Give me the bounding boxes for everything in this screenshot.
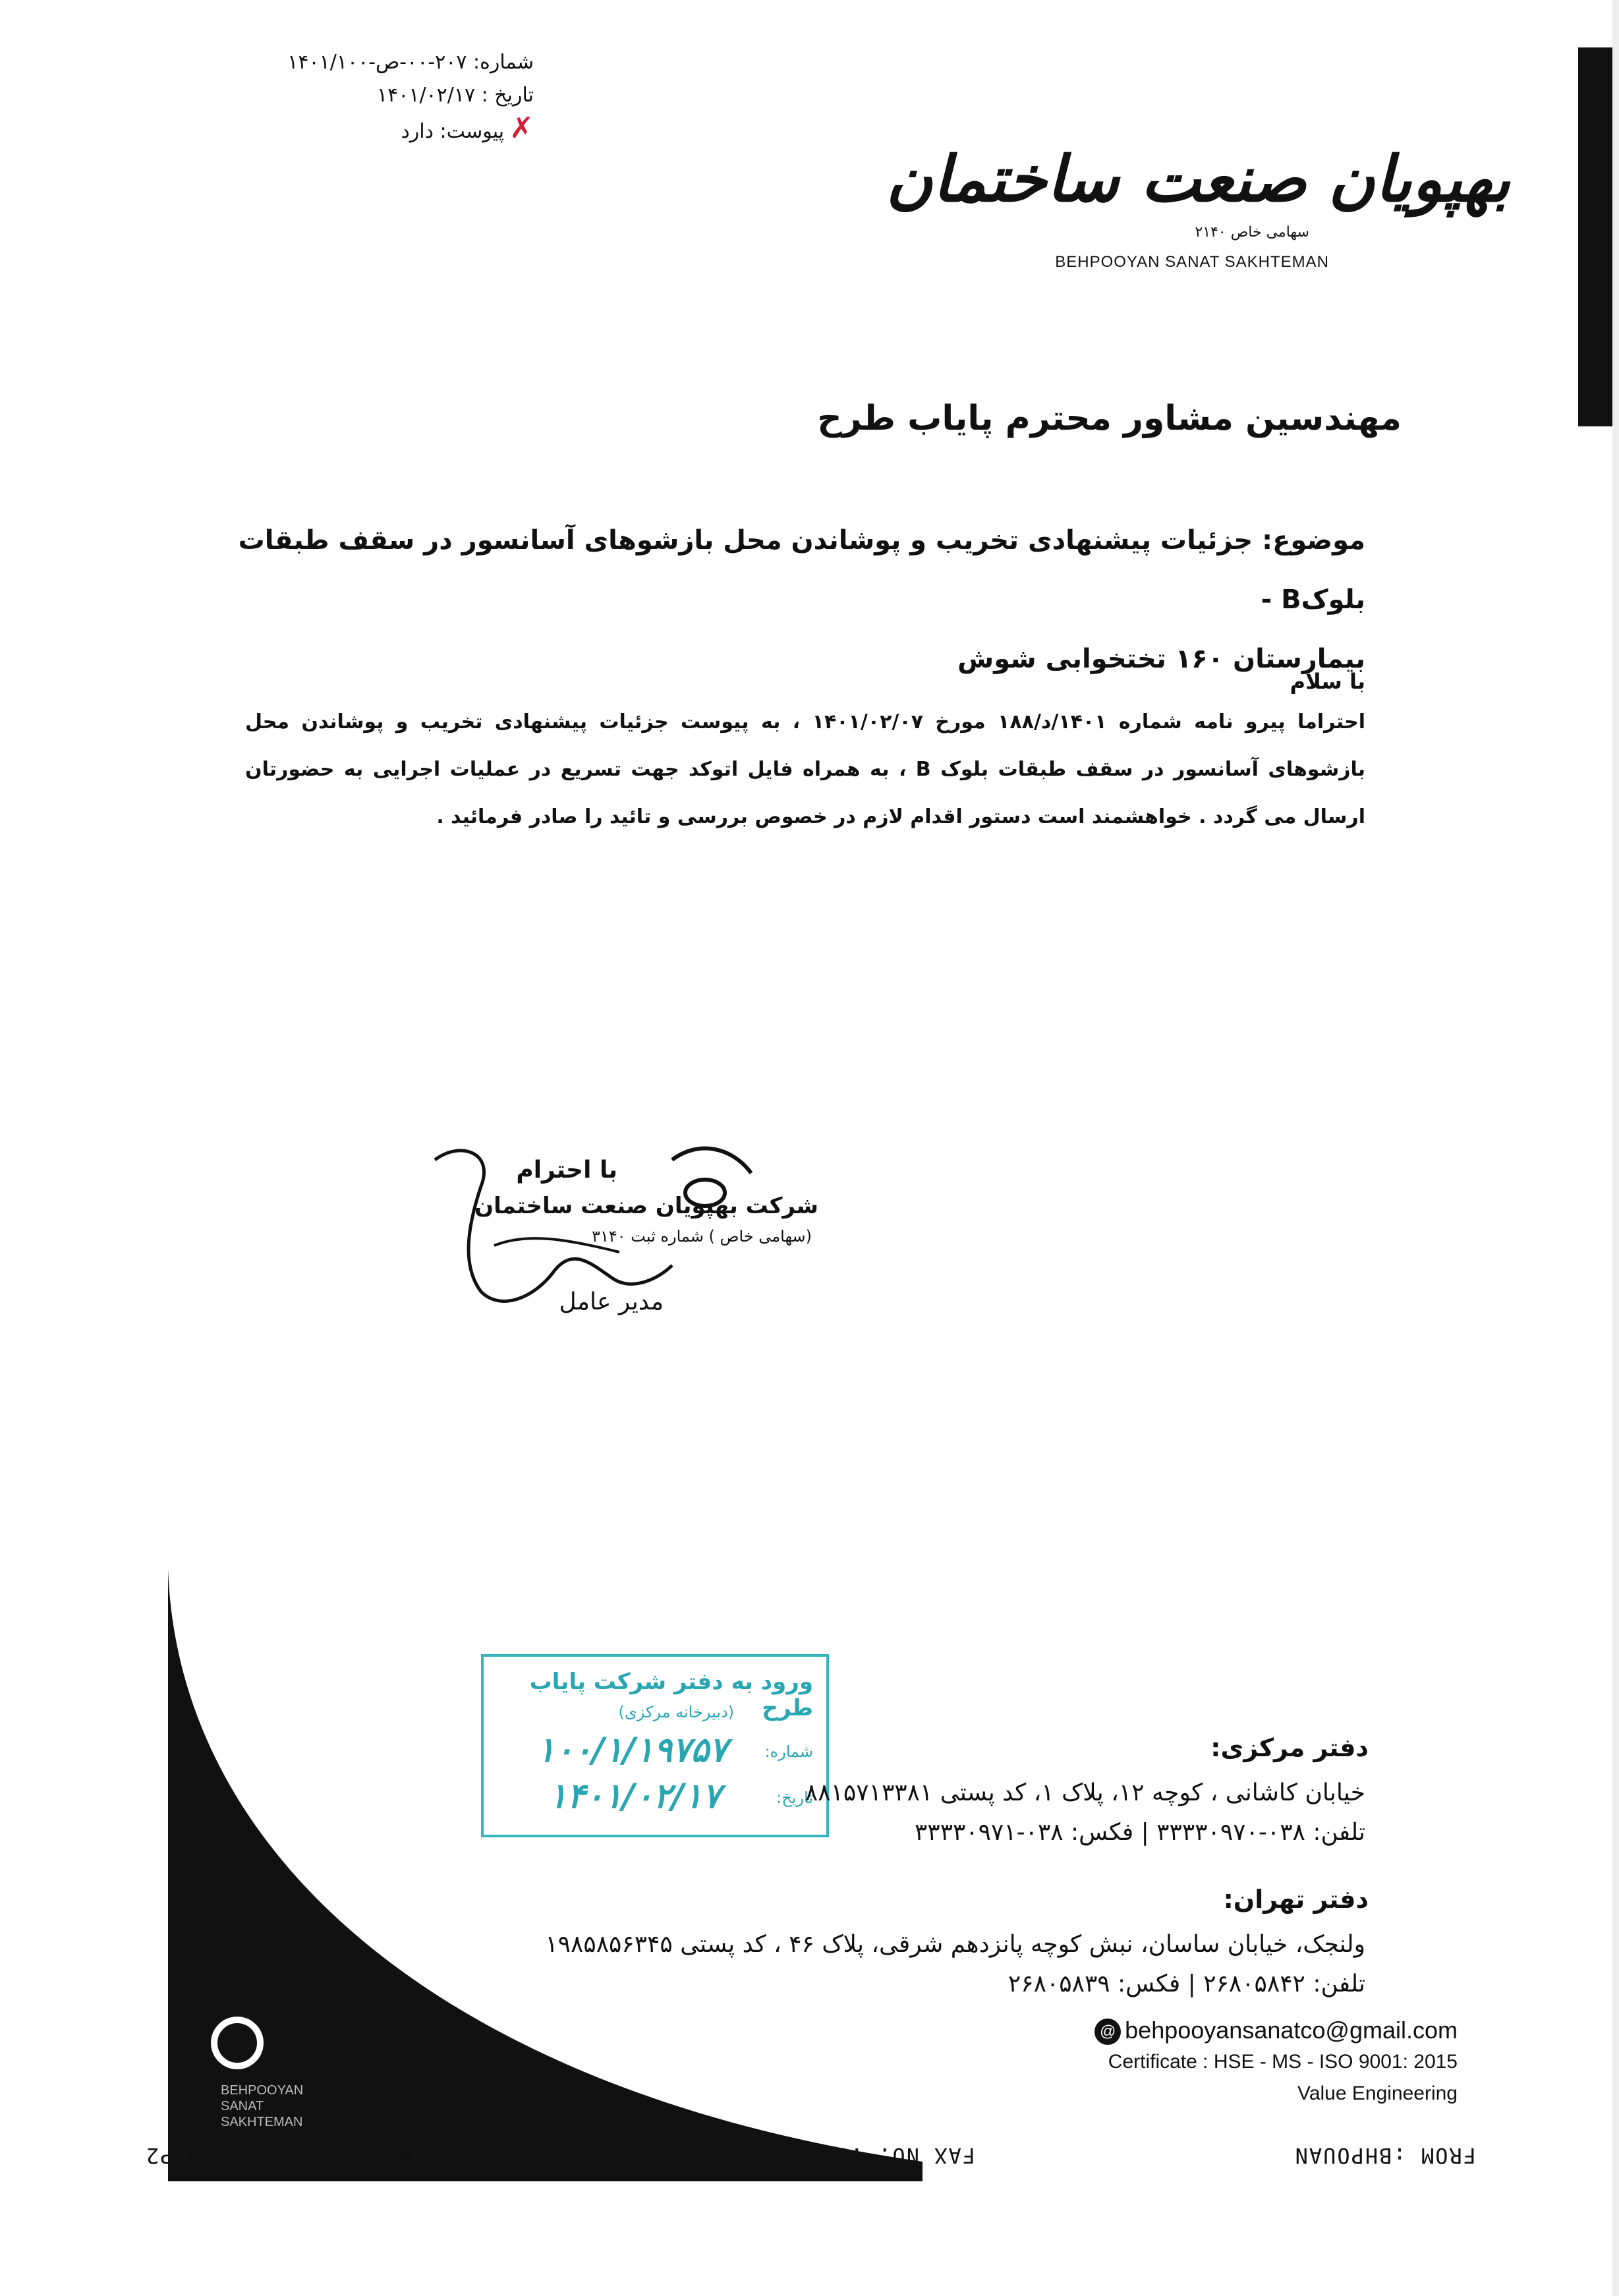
logo-name-fa: بهپویان صنعت ساختمان: [886, 142, 1510, 216]
email-line: [1094, 2017, 1458, 2045]
letter-meta: [165, 46, 534, 148]
greeting: با سلام: [1290, 669, 1365, 694]
logo-sub: سهامی خاص ۲۱۴۰: [1195, 224, 1309, 241]
company-registration: (سهامی خاص ) شماره ثبت ۳۱۴۰: [592, 1227, 812, 1246]
subject: [179, 511, 1365, 689]
attachment-label: پیوست: دارد: [401, 120, 505, 143]
logo-name-en: BEHPOOYAN SANAT SAKHTEMAN: [1055, 253, 1329, 271]
stamp-date-label: تاریخ:: [776, 1789, 813, 1807]
central-office-address: خیابان کاشانی ، کوچه ۱۲، پلاک ۱، کد پستی ۸۸۱۵۷۱۳۳۸۱: [805, 1779, 1365, 1806]
stamp-number-value: ۱۰۰/۱/۱۹۷۵۷: [536, 1731, 727, 1770]
fax-timestamp: 6 May 2022 11:55PM P2: [145, 2143, 440, 2168]
value-engineering: Value Engineering: [1297, 2082, 1458, 2104]
closing: با احترام: [516, 1157, 617, 1184]
stamp-heading: ورود به دفتر شرکت پایاب طرح: [529, 1669, 813, 1721]
letter-attachment: [165, 112, 534, 148]
email-icon: @: [1094, 2019, 1121, 2045]
swoosh-logo-text: BEHPOOYAN SANAT SAKHTEMAN: [221, 2083, 304, 2129]
stamp-date-value: ۱۴۰۱/۰۲/۱۷: [548, 1777, 721, 1816]
email-address: behpooyansanatco@gmail.com: [1125, 2017, 1458, 2044]
letter-number: شماره: ۲۰۷-۰۰-ص-۱۴۰۱/۱۰۰: [287, 51, 534, 74]
logo-circle-icon: [211, 2017, 264, 2069]
page-edge: [1612, 0, 1619, 2296]
stamp-number-label: شماره:: [764, 1742, 813, 1761]
central-office-phone: تلفن: ۰۳۸-۳۳۳۳۰۹۷۰ | فکس: ۰۳۸-۳۳۳۳۰۹۷۱: [914, 1819, 1365, 1846]
subject-line-1: موضوع: جزئیات پیشنهادی تخریب و پوشاندن محل بازشوهای آسانسور در سقف طبقات بلوکB -: [238, 525, 1365, 615]
fax-header: [145, 2135, 1476, 2168]
recipient: مهندسین مشاور محترم پایاب طرح: [817, 399, 1402, 438]
company-name: شرکت بهپویان صنعت ساختمان: [474, 1193, 818, 1219]
subject-line-2: بیمارستان ۱۶۰ تختخوابی شوش: [957, 644, 1365, 674]
fax-from: FROM :BHPOUAN: [1293, 2143, 1476, 2168]
central-office-heading: دفتر مرکزی:: [1210, 1733, 1369, 1762]
stamp-subheading: (دبیرخانه مرکزی): [618, 1703, 734, 1721]
fax-number: FAX NO. :03833333970: [695, 2143, 975, 2168]
tehran-office-heading: دفتر تهران:: [1223, 1885, 1369, 1914]
signer-title: مدیر عامل: [559, 1288, 664, 1315]
receipt-stamp: [481, 1654, 829, 1837]
letter-body: احتراما پیرو نامه شماره ۱۴۰۱/د/۱۸۸ مورخ ۱۴۰۱/۰۲/۰۷ ، به پیوست جزئیات پیشنهادی تخریب و پوشاندن محل بازشوهای آسانسور در سقف طبقات بلوک B ، به همراه فایل اتوکد جهت تسریع در عملیات اجرایی به حضورتان ارسال می گردد . خواهشمند است دستور اقدام لازم در خصوص بررسی و تائید را صادر فرمائید .: [245, 710, 1365, 828]
x-mark-icon: ✗: [509, 111, 534, 145]
tehran-office-address: ولنجک، خیابان ساسان، نبش کوچه پانزدهم شرقی، پلاک ۴۶ ، کد پستی ۱۹۸۵۸۵۶۳۴۵: [545, 1931, 1365, 1958]
tehran-office-phone: تلفن: ۲۶۸۰۵۸۴۲ | فکس: ۲۶۸۰۵۸۳۹: [1008, 1970, 1365, 1997]
certificate: Certificate : HSE - MS - ISO 9001: 2015: [1108, 2051, 1458, 2073]
letter-date: تاریخ : ۱۴۰۱/۰۲/۱۷: [377, 84, 534, 107]
